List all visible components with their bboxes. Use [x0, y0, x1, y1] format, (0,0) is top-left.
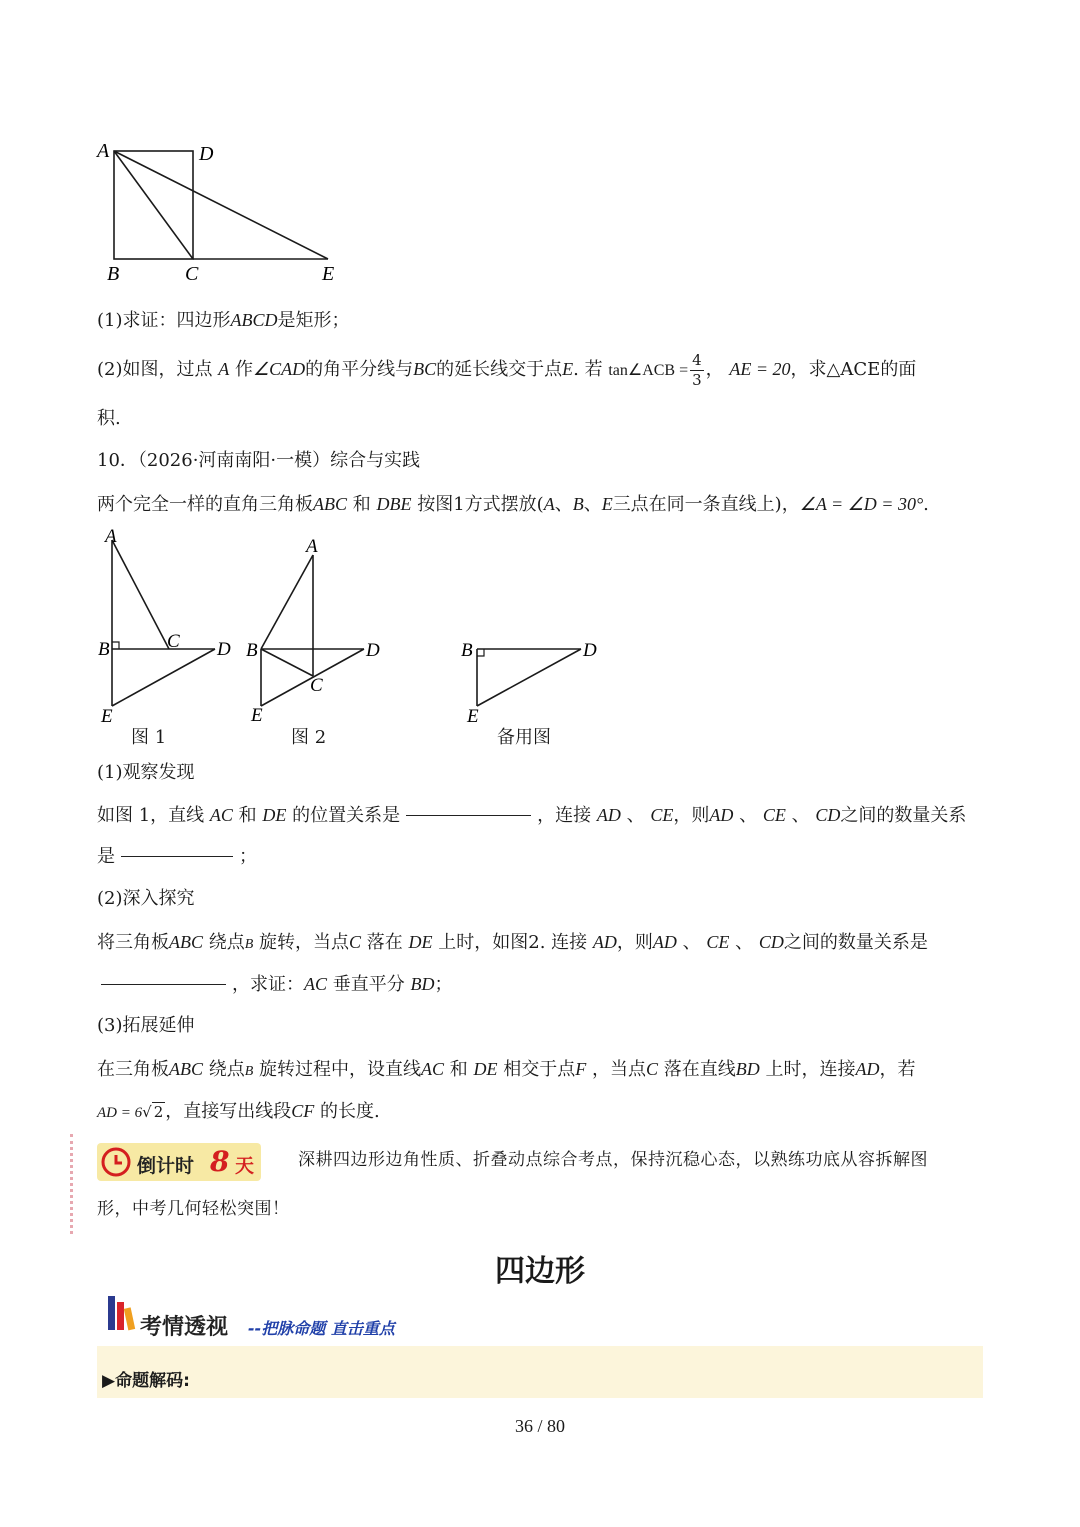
- countdown-number: 8: [210, 1145, 230, 1178]
- countdown-prefix: 倒计时: [137, 1155, 195, 1177]
- caption-backup: 备用图: [497, 727, 551, 748]
- fig2-label-C: C: [310, 675, 323, 696]
- fig1-label-D: D: [217, 639, 231, 660]
- mingti-label: ▶命题解码:: [102, 1371, 190, 1391]
- fig2-label-A: A: [306, 536, 318, 557]
- mingti-box: [97, 1346, 983, 1398]
- countdown-text-line2: 形，中考几何轻松突围！: [97, 1199, 290, 1219]
- part1-title: (1)观察发现: [97, 762, 195, 783]
- part3-title: (3)拓展延伸: [97, 1015, 195, 1036]
- part1-line2: 是 ；: [97, 846, 257, 867]
- triangle-figure-2: [243, 530, 388, 730]
- caption-fig1: 图 1: [131, 727, 167, 748]
- fig2-label-D: D: [366, 640, 380, 661]
- fig3-label-D: D: [583, 640, 597, 661]
- decorative-divider: [70, 1134, 77, 1234]
- triangle-figure-backup: [455, 630, 605, 730]
- countdown-suffix: 天: [235, 1155, 255, 1177]
- page-number: 36 / 80: [514, 1416, 565, 1436]
- part2-title: (2)深入探究: [97, 888, 195, 909]
- fig3-label-E: E: [467, 706, 479, 727]
- clock-icon: [100, 1146, 132, 1178]
- label-A: A: [97, 140, 110, 162]
- answer-blank[interactable]: [101, 984, 226, 985]
- part2-line1: 将三角板ABC 绕点B 旋转，当点C 落在 DE 上时，如图2. 连接 AD，则AD 、 CE 、 CD之间的数量关系是: [97, 932, 928, 953]
- label-B: B: [107, 263, 120, 285]
- section-title: 四边形: [495, 1254, 585, 1289]
- label-E: E: [322, 263, 335, 285]
- label-D: D: [199, 143, 214, 165]
- q10-header: 10．（2026·河南南阳·一模）综合与实践: [97, 450, 421, 471]
- countdown-text-line1: 深耕四边形边角性质、折叠动点综合考点，保持沉稳心态，以熟练功底从容拆解图: [298, 1150, 928, 1170]
- triangle-figure-1: [95, 522, 245, 727]
- part2-line2: ，求证：AC 垂直平分 BD；: [97, 975, 452, 994]
- fig3-label-B: B: [461, 640, 473, 661]
- fig2-label-B: B: [246, 640, 258, 661]
- rectangle-figure: [90, 135, 350, 285]
- fraction: $\frac{4}{3}$: [692, 350, 702, 389]
- q9-part1: (1)求证：四边形ABCD是矩形；: [97, 310, 350, 331]
- fig1-label-A: A: [105, 526, 117, 547]
- fig1-label-C: C: [167, 631, 180, 652]
- label-C: C: [185, 263, 199, 285]
- books-icon: [106, 1292, 142, 1332]
- fig1-label-B: B: [98, 639, 110, 660]
- part3-line1: 在三角板ABC 绕点B 旋转过程中，设直线AC 和 DE 相交于点F ，当点C 落在直线BD 上时，连接AD，若: [97, 1059, 916, 1080]
- caption-fig2: 图 2: [291, 727, 327, 748]
- kaoqing-subtitle: --把脉命题 直击重点: [248, 1319, 395, 1338]
- kaoqing-title: 考情透视: [140, 1315, 229, 1340]
- fig1-label-E: E: [101, 706, 113, 727]
- answer-blank[interactable]: [121, 856, 233, 857]
- part3-line2: AD = 6√ 2 ，直接写出线段CF 的长度.: [97, 1101, 380, 1122]
- part1-line1: 如图 1，直线 AC 和 DE 的位置关系是 ，连接 AD 、 CE，则AD 、 CE 、 CD之间的数量关系: [97, 805, 967, 826]
- fig2-label-E: E: [251, 705, 263, 726]
- answer-blank[interactable]: [406, 815, 531, 816]
- q9-part2: (2)如图，过点 A 作∠CAD的角平分线与BC的延长线交于点E. 若 tan∠ACB = $\frac{4}{3}$ ， AE = 20，求△ACE的面: [97, 350, 917, 389]
- countdown-badge: [97, 1143, 261, 1181]
- q10-intro: 两个完全一样的直角三角板ABC 和 DBE 按图1方式摆放(A、B、E三点在同一条直线上)，∠A = ∠D = 30°.: [97, 494, 929, 515]
- q9-part2-line2: 积.: [97, 408, 121, 429]
